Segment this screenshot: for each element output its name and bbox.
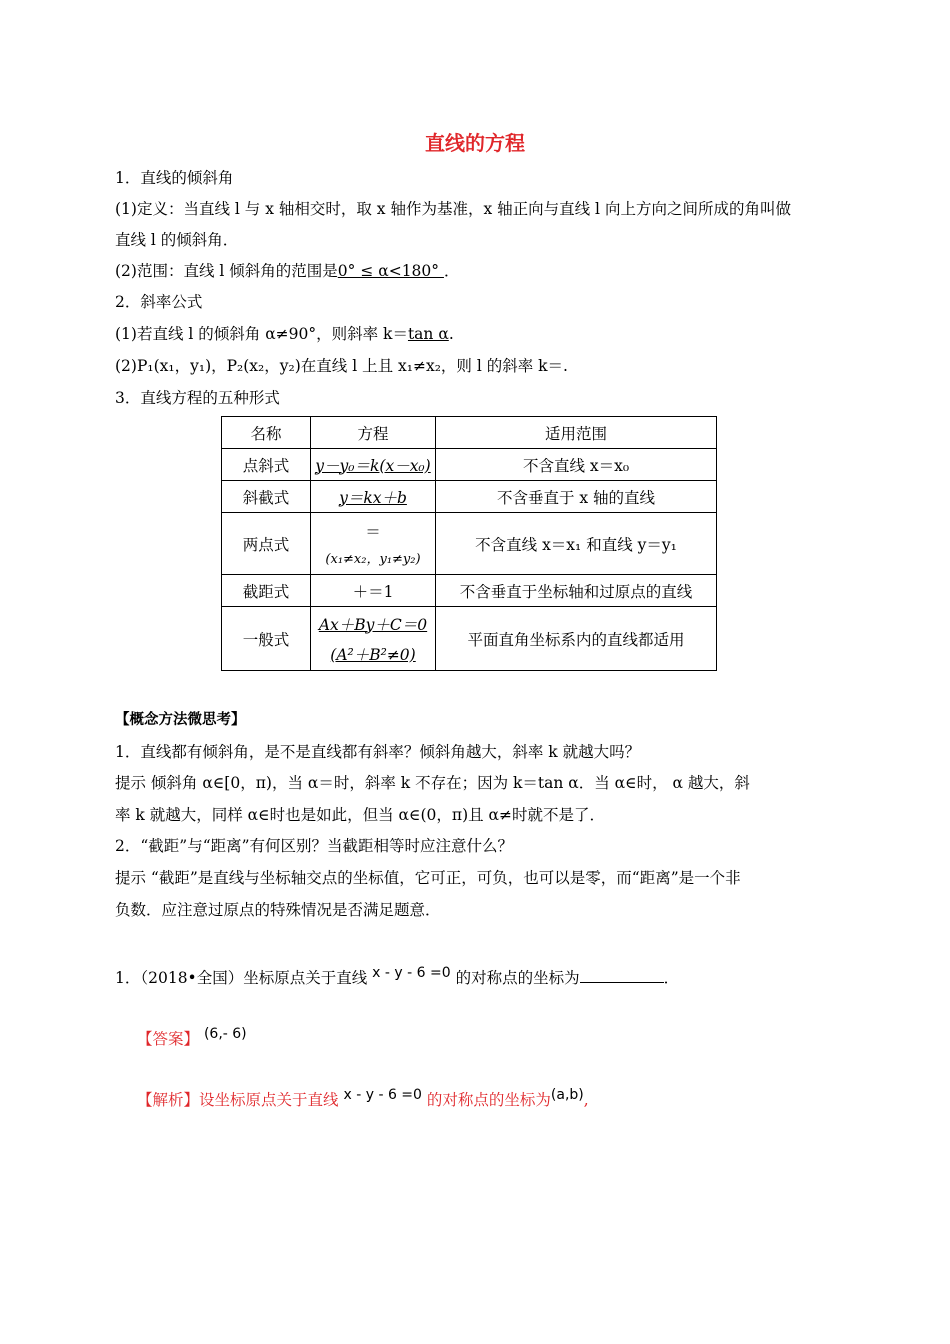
equation-line: Ax＋By＋C＝0: [318, 615, 428, 634]
definition-line-2: 直线 l 的倾斜角．: [115, 231, 239, 249]
section-3-heading: 3．直线方程的五种形式: [115, 389, 280, 407]
form-equation: [311, 513, 436, 575]
table-row: [222, 481, 717, 513]
exercise-question-end: ．: [663, 969, 680, 987]
table-row: [222, 607, 717, 671]
analysis-equation: x - y - 6 =0: [343, 1087, 422, 1103]
analysis-text-2: 的对称点的坐标为: [426, 1091, 551, 1109]
range-value: 0° ≤ α<180°: [337, 262, 444, 280]
answer-2-line-2: 负数．应注意过原点的特殊情况是否满足题意．: [115, 901, 441, 919]
answer-2-line-1: 提示 “截距”是直线与坐标轴交点的坐标值，它可正，可负，也可以是零，而“距离”是一个非: [115, 869, 741, 887]
equation-line: ＝: [365, 523, 381, 541]
slope-line-2: (2)P₁(x₁，y₁)，P₂(x₂，y₂)在直线 l 上且 x₁≠x₂，则 l 的斜率 k＝.: [115, 357, 568, 375]
analysis-end: ,: [583, 1091, 589, 1109]
analysis-label: 【解析】: [137, 1091, 200, 1109]
answer-label: 【答案】: [137, 1030, 200, 1048]
table-row: [222, 449, 717, 481]
form-range: 不含垂直于坐标轴和过原点的直线: [436, 575, 717, 607]
form-range: 不含垂直于 x 轴的直线: [436, 481, 717, 513]
section-1-heading: 1．直线的倾斜角: [115, 169, 234, 187]
section-2-heading: 2．斜率公式: [115, 293, 203, 311]
table-header-cell: 名称: [222, 417, 311, 449]
equation-condition: (x₁≠x₂，y₁≠y₂): [325, 552, 421, 567]
form-equation: [311, 607, 436, 671]
answer-value: (6,- 6): [203, 1026, 247, 1042]
form-equation: [311, 449, 436, 481]
form-equation: ＋＝1: [311, 575, 436, 607]
question-2: 2．“截距”与“距离”有何区别？当截距相等时应注意什么？: [115, 837, 514, 855]
analysis-point: (a,b): [550, 1087, 584, 1103]
form-equation: [311, 481, 436, 513]
table-row: [222, 575, 717, 607]
form-name: 一般式: [222, 607, 311, 671]
form-name: 截距式: [222, 575, 311, 607]
slope-line-1-prefix: (1)若直线 l 的倾斜角 α≠90°，则斜率 k＝: [115, 325, 408, 343]
line-forms-table: [221, 416, 717, 671]
answer-line: [137, 1027, 247, 1049]
equation-condition: (A²＋B²≠0): [330, 645, 416, 664]
answer-1-line-2: 率 k 就越大，同样 α∈时也是如此，但当 α∈(0，π)且 α≠时就不是了．: [115, 806, 606, 824]
slope-value: tan α: [407, 325, 449, 343]
analysis-text-1: 设坐标原点关于直线: [199, 1091, 339, 1109]
page-title: 直线的方程: [425, 131, 525, 155]
range-line: [115, 259, 459, 281]
equation-line: y＝kx＋b: [339, 488, 407, 507]
slope-line-1: [115, 322, 454, 344]
table-header-cell: 方程: [311, 417, 436, 449]
question-1: 1．直线都有倾斜角，是不是直线都有斜率？倾斜角越大，斜率 k 就越大吗？: [115, 743, 641, 761]
form-range: 不含直线 x＝x₀: [436, 449, 717, 481]
answer-1-line-1: 提示 倾斜角 α∈[0，π)，当 α＝时，斜率 k 不存在；因为 k＝tan α．当 α∈时， α 越大，斜: [115, 774, 750, 792]
answer-blank: [580, 968, 664, 983]
form-name: 两点式: [222, 513, 311, 575]
form-range: 不含直线 x＝x₁ 和直线 y＝y₁: [436, 513, 717, 575]
range-suffix: ．: [443, 262, 460, 280]
exercise-equation: x - y - 6 =0: [372, 965, 451, 981]
slope-line-1-suffix: .: [448, 325, 454, 343]
exercise-question-suffix: 的对称点的坐标为: [455, 969, 580, 987]
form-name: 点斜式: [222, 449, 311, 481]
exercise-question-prefix: 1．（2018•全国）坐标原点关于直线: [115, 969, 368, 987]
think-heading: 【概念方法微思考】: [115, 712, 246, 728]
analysis-line: [137, 1088, 589, 1110]
range-prefix: (2)范围：直线 l 倾斜角的范围是: [115, 262, 338, 280]
table-header-cell: 适用范围: [436, 417, 717, 449]
equation-line: y－y₀＝k(x－x₀): [315, 456, 431, 475]
exercise-question: [115, 966, 679, 988]
table-header-row: [222, 417, 717, 449]
definition-line-1: (1)定义：当直线 l 与 x 轴相交时，取 x 轴作为基准，x 轴正向与直线 l 向上方向之间所成的角叫做: [115, 200, 791, 218]
form-range: 平面直角坐标系内的直线都适用: [436, 607, 717, 671]
table-row: [222, 513, 717, 575]
form-name: 斜截式: [222, 481, 311, 513]
